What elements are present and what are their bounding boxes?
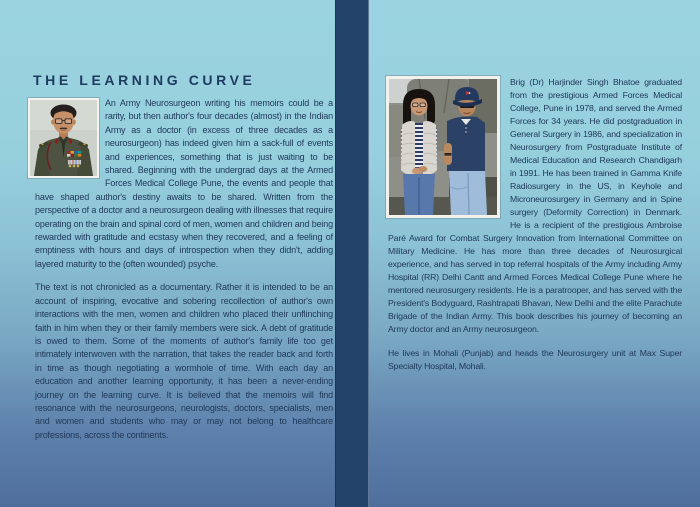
- back-paragraph-1: An Army Neurosurgeon writing his memoirs could be a rarity, but then author's four decades (almost) in the Indian Army as a doctor (in excess of three decades as a neurosurgeon) has indeed given him a sack-full of events and experiences, something that is just waiting to be shared. Beginning with the undergrad days at the Armed Forces Medical College Pune, the events and people that have shaped author's destiny awaits to be shared. Written from the perspective of a doctor and a neurosurgeon dealing with illnesses that require operating on the brain and spinal cord of men, women and children and being rewarded with gratitude and ecstasy when they recovered, and a feeling of emptiness with hours and days of introspection when they didn't, adding layered maturity to the (often wounded) psyche.: [35, 98, 333, 269]
- flap-paragraph-2: He lives in Mohali (Punjab) and heads the Neurosurgery unit at Max Super Specialty Hospital, Mohali.: [388, 348, 682, 371]
- army-officer-portrait-illustration: [30, 100, 97, 176]
- back-paragraph-2: The text is not chronicled as a documentary. Rather it is intended to be an account of inspiring, evocative and sobering recollection of author's own interactions with the men, women and children who placed their unflinching faith in him when they or their family members were sick. A debt of gratitude is owed to them. Some of the moments of author's family life too get intimately interwoven with the narration, that takes the reader back and forth in time as though negotiating a wormhole of time. With each day an education and another learning opportunity, it has been a never-ending journey on the learning curve. It is believed that the memoirs will find resonance with the neurosurgeons, neurologists, doctors, specialists, men and women and students who may or may not belong to healthcare professions, across the continents.: [35, 282, 333, 440]
- author-couple-photo: [386, 76, 500, 218]
- back-cover-text: [35, 97, 333, 442]
- flap-bio-text: [388, 76, 682, 373]
- flap-paragraph-1: Brig (Dr) Harjinder Singh Bhatoe graduated from the prestigious Armed Forces Medical College, Pune in 1978, and served the Armed Forces for 34 years. He did postgraduation in General Surgery in 1986, and specialization in Neurosurgery from Postgraduate Institute of Medical Education and Research Chandigarh in 1991. He has been trained in Gamma Knife Radiosurgery in the US, in Keyhole and Microneurosurgery in Germany and in Spine surgery (Deformity Correction) in Denmark. He is a recipient of the prestigious Ambroise Paré Award for Combat Surgery Innovation from International Committee on Military Medicine. He has more than three decades of Neurosurgical experience, and has served in top referral hospitals of the Army including Army Hospital (RR) Delhi Cantt and Armed Forces Medical College Pune where he mentored neurosurgery residents. He is a paratrooper, and has served with the President's Bodyguard, Rashtrapati Bhavan, New Delhi and the elite Parachute Brigade of the Indian Army. This book describes his journey of becoming an Army doctor and an Army neurosurgeon.: [388, 77, 682, 334]
- author-portrait-photo: [28, 98, 99, 178]
- spine-stripe: [335, 0, 369, 507]
- couple-outdoors-illustration: [389, 79, 497, 215]
- woman-figure: [401, 89, 437, 215]
- book-title: THE LEARNING CURVE: [33, 72, 256, 88]
